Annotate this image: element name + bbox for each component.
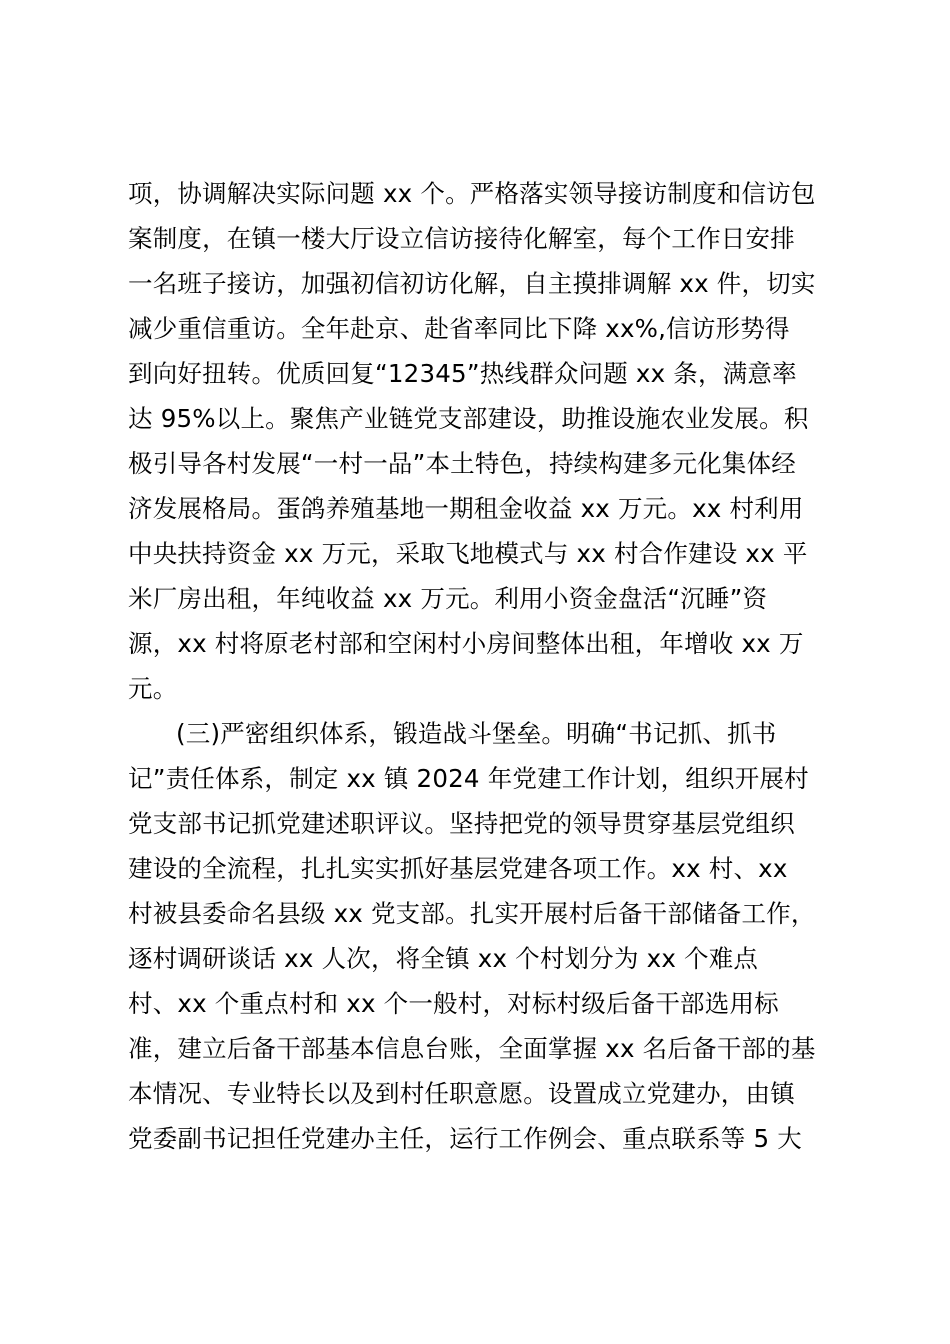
text-line: 元。 (128, 674, 178, 703)
text-line: 济发展格局。蛋鸽养殖基地一期租金收益 xx 万元。xx 村利用 (128, 494, 804, 523)
text-line: 逐村调研谈话 xx 人次，将全镇 xx 个村划分为 xx 个难点 (128, 944, 759, 973)
text-line: 案制度，在镇一楼大厅设立信访接待化解室，每个工作日安排 (128, 224, 795, 253)
text-line: 记”责任体系，制定 xx 镇 2024 年党建工作计划，组织开展村 (128, 764, 809, 793)
text-line: 本情况、专业特长以及到村任职意愿。设置成立党建办，由镇 (128, 1079, 795, 1108)
text-line: 到向好扭转。优质回复“12345”热线群众问题 xx 条，满意率 (128, 359, 797, 388)
text-line: 达 95%以上。聚焦产业链党支部建设，助推设施农业发展。积 (128, 404, 809, 433)
text-line: 党委副书记担任党建办主任，运行工作例会、重点联系等 5 大 (128, 1124, 802, 1153)
text-line: 准，建立后备干部基本信息台账，全面掌握 xx 名后备干部的基 (128, 1034, 816, 1063)
text-line: 极引导各村发展“一村一品”本土特色，持续构建多元化集体经 (128, 449, 796, 478)
text-line: 减少重信重访。全年赴京、赴省率同比下降 xx%,信访形势得 (128, 314, 790, 343)
text-line: 村被县委命名县级 xx 党支部。扎实开展村后备干部储备工作， (128, 899, 816, 928)
text-line: 村、xx 个重点村和 xx 个一般村，对标村级后备干部选用标 (128, 989, 779, 1018)
text-line: 项，协调解决实际问题 xx 个。严格落实领导接访制度和信访包 (128, 179, 816, 208)
text-line: 一名班子接访，加强初信初访化解，自主摸排调解 xx 件，切实 (128, 269, 816, 298)
section-heading-line: (三)严密组织体系，锻造战斗堡垒。明确“书记抓、抓书 (176, 719, 777, 748)
text-line: 源，xx 村将原老村部和空闲村小房间整体出租，年增收 xx 万 (128, 629, 804, 658)
text-line: 米厂房出租，年纯收益 xx 万元。利用小资金盘活“沉睡”资 (128, 584, 768, 613)
text-line: 中央扶持资金 xx 万元，采取飞地模式与 xx 村合作建设 xx 平 (128, 539, 808, 568)
text-line: 党支部书记抓党建述职评议。坚持把党的领导贯穿基层党组织 (128, 809, 795, 838)
text-line: 建设的全流程，扎扎实实抓好基层党建各项工作。xx 村、xx (128, 854, 788, 883)
